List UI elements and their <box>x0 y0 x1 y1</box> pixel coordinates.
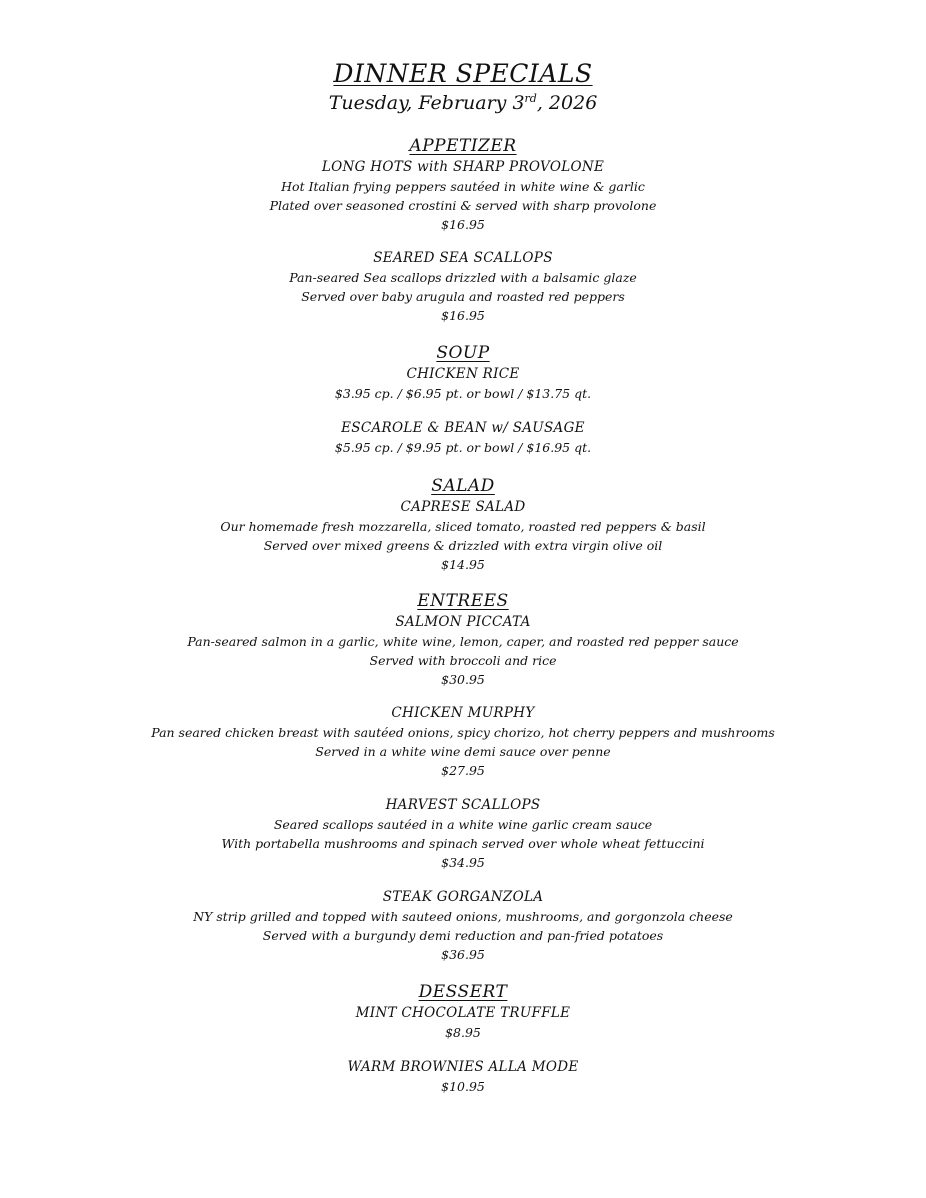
item-name: SEARED SEA SCALLOPS <box>373 250 553 266</box>
item-price: $16.95 <box>441 217 485 232</box>
item-name: LONG HOTS with SHARP PROVOLONE <box>321 159 605 175</box>
item-name: HARVEST SCALLOPS <box>385 797 541 813</box>
date-ordinal: rd <box>524 92 537 105</box>
item-description: Served over baby arugula and roasted red peppers <box>301 289 625 304</box>
item-price: $27.95 <box>441 763 485 778</box>
section-heading-entrees <box>0 590 926 612</box>
item-price: $8.95 <box>445 1025 481 1040</box>
menu-date <box>0 90 926 116</box>
section-title: DESSERT <box>418 982 508 1002</box>
section-heading-appetizer <box>0 135 926 157</box>
menu-item-salmon-piccata <box>0 613 926 689</box>
menu-item-mint-chocolate-truffle <box>0 1004 926 1042</box>
item-price: $10.95 <box>441 1079 485 1094</box>
menu-item-caprese-salad <box>0 498 926 574</box>
menu-item-long-hots <box>0 158 926 234</box>
page-title: DINNER SPECIALS <box>333 59 593 88</box>
item-description: Served over mixed greens & drizzled with extra virgin olive oil <box>263 538 663 553</box>
item-description: Pan seared chicken breast with sautéed onions, spicy chorizo, hot cherry peppers and mushrooms <box>151 725 775 740</box>
menu-item-warm-brownies <box>0 1058 926 1096</box>
item-price: $14.95 <box>441 557 485 572</box>
item-price: $3.95 cp. / $6.95 pt. or bowl / $13.75 qt. <box>334 386 592 401</box>
section-title: APPETIZER <box>409 136 517 156</box>
item-name: CHICKEN RICE <box>406 366 520 382</box>
item-description: With portabella mushrooms and spinach served over whole wheat fettuccini <box>221 836 705 851</box>
item-name: STEAK GORGANZOLA <box>382 889 544 905</box>
section-title: ENTREES <box>417 591 509 611</box>
item-name: MINT CHOCOLATE TRUFFLE <box>355 1005 571 1021</box>
item-price: $16.95 <box>441 308 485 323</box>
item-name: SALMON PICCATA <box>395 614 531 630</box>
section-heading-salad <box>0 475 926 497</box>
date-year: , 2026 <box>536 92 598 114</box>
item-description: Seared scallops sautéed in a white wine garlic cream sauce <box>273 817 653 832</box>
date-main: Tuesday, February 3 <box>328 92 525 114</box>
menu-item-escarole-bean <box>0 419 926 457</box>
menu-item-chicken-rice <box>0 365 926 403</box>
item-price: $36.95 <box>441 947 485 962</box>
menu-item-seared-sea-scallops <box>0 249 926 325</box>
section-title: SOUP <box>436 343 490 363</box>
item-description: Plated over seasoned crostini & served with sharp provolone <box>269 198 657 213</box>
item-name: ESCAROLE & BEAN w/ SAUSAGE <box>341 420 585 436</box>
section-heading-dessert <box>0 981 926 1003</box>
item-description: Our homemade fresh mozzarella, sliced tomato, roasted red peppers & basil <box>220 519 706 534</box>
menu-item-harvest-scallops <box>0 796 926 872</box>
item-price: $34.95 <box>441 855 485 870</box>
item-name: CHICKEN MURPHY <box>391 705 535 721</box>
item-description: Served with broccoli and rice <box>369 653 557 668</box>
item-description: Served with a burgundy demi reduction and pan-fried potatoes <box>262 928 664 943</box>
section-title: SALAD <box>431 476 495 496</box>
item-description: NY strip grilled and topped with sauteed onions, mushrooms, and gorgonzola cheese <box>193 909 733 924</box>
item-name: CAPRESE SALAD <box>400 499 526 515</box>
item-price: $5.95 cp. / $9.95 pt. or bowl / $16.95 qt. <box>334 440 592 455</box>
item-description: Hot Italian frying peppers sautéed in white wine & garlic <box>281 179 645 194</box>
item-description: Pan-seared salmon in a garlic, white wine, lemon, caper, and roasted red pepper sauce <box>187 634 739 649</box>
item-description: Served in a white wine demi sauce over penne <box>315 744 611 759</box>
menu-item-steak-gorganzola <box>0 888 926 964</box>
item-name: WARM BROWNIES ALLA MODE <box>347 1059 579 1075</box>
section-heading-soup <box>0 342 926 364</box>
item-description: Pan-seared Sea scallops drizzled with a balsamic glaze <box>289 270 637 285</box>
menu-item-chicken-murphy <box>0 704 926 780</box>
item-price: $30.95 <box>441 672 485 687</box>
